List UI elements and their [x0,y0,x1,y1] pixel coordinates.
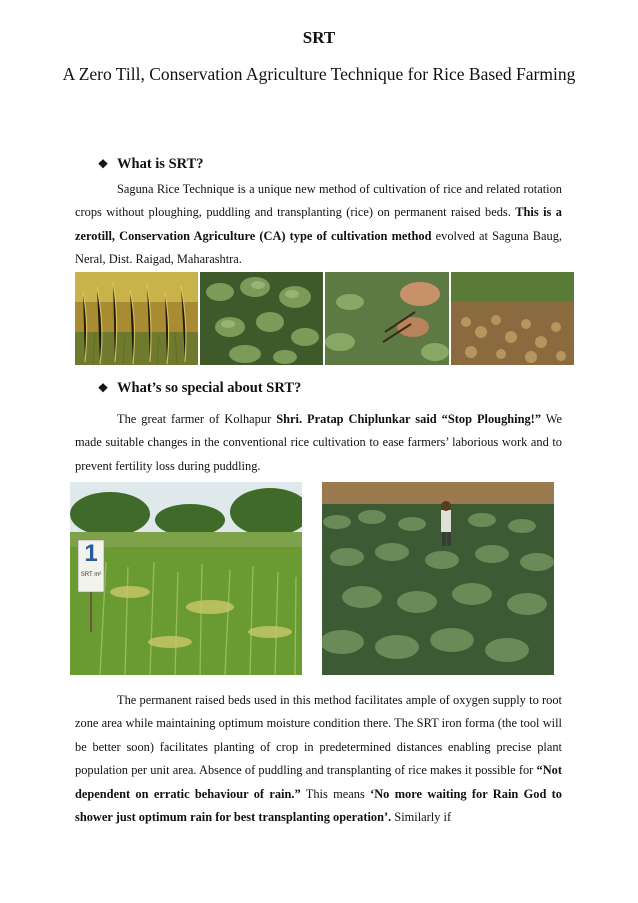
paragraph-text: Similarly if [391,810,452,825]
photo-crop-leaves [200,272,323,365]
paragraph-whats-special [75,408,562,478]
paragraph-bold-text: This is a zerotill, Conservation Agriculture (CA) type of cultivation method [75,205,562,243]
section-heading-text: What’s so special about SRT? [117,380,302,396]
paragraph-text: This means [300,786,371,801]
plot-sign-number: 1 [84,540,98,567]
section-heading-whats-special [97,380,301,397]
photo-farmer-in-field [322,482,554,675]
diamond-bullet-icon: ❖ [97,381,109,395]
photo-rice-field [75,272,198,365]
photo-hands-harvest [325,272,449,365]
paragraph-bold-text: ‘No more waiting for Rain God to shower just optimum rain for best transplanting operation’. [75,786,562,825]
photo-srt-rice-plot [70,482,302,675]
document-subtitle: A Zero Till, Conservation Agriculture Technique for Rice Based Farming [62,64,576,84]
paragraph-raised-beds [75,689,562,829]
photo-groundnut-harvest [451,272,574,365]
plot-sign-area: SRT m² [80,572,102,578]
paragraph-what-is-srt [75,178,562,272]
paragraph-text: evolved at Saguna Baug, Neral, Dist. Raigad, Maharashtra. [75,228,562,267]
section-heading-text: What is SRT? [117,156,204,172]
paragraph-bold-text: Shri. Pratap Chiplunkar said “Stop Ploughing!” [276,412,542,426]
paragraph-bold-text: “Not dependent on erratic behaviour of rain.” [75,763,562,801]
paragraph-text: We made suitable changes in the conventional rice cultivation to ease farmers’ laborious work and to prevent fertility loss during puddling. [75,412,563,473]
paragraph-text: The permanent raised beds used in this method facilitates ample of oxygen supply to root zone area while maintaining optimum moisture condition there. The SRT iron forma (the tool will be better soon) facilitates planting of crop in predetermined distances enabling precise plant population per unit area. Absence of puddling and transplanting of rice makes it possible for [75,693,562,778]
document-title: SRT [302,28,336,47]
paragraph-text: Saguna Rice Technique is a unique new method of cultivation of rice and related rotation crops without ploughing, puddling and transplanting (rice) on permanent raised beds. [75,182,562,220]
paragraph-text: The great farmer of Kolhapur [117,412,277,426]
section-heading-what-is-srt [97,156,204,173]
diamond-bullet-icon: ❖ [97,157,109,171]
